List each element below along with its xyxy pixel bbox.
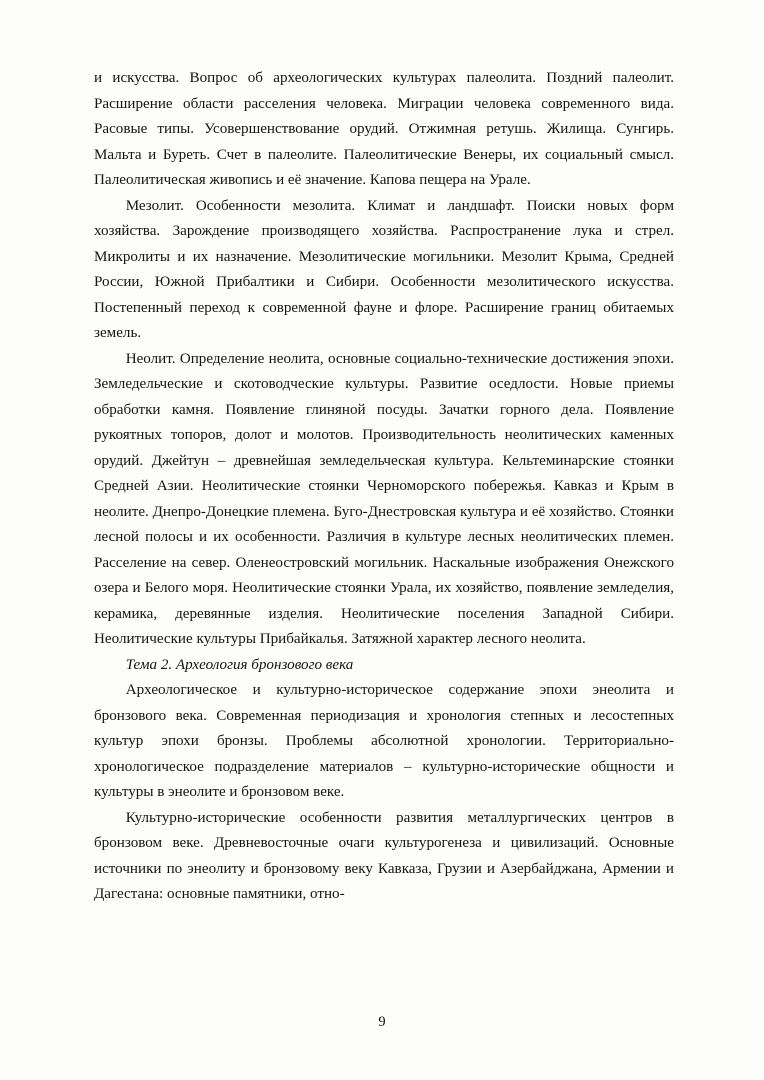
paragraph-continuation: и искусства. Вопрос об археологических культурах палеолита. Поздний палеолит. Расширение области расселения человека. Миграции человека современного вида. Расовые типы. Усовершенствование орудий. Отжимная ретушь. Жилища. Сунгирь. Мальта и Буреть. Счет в палеолите. Палеолитические Венеры, их социальный смысл. Палеолитическая живопись и её значение. Капова пещера на Урале. [94, 70, 674, 188]
paragraph-neolithic: Неолит. Определение неолита, основные социально-технические достижения эпохи. Земледельческие и скотоводческие культуры. Развитие оседлости. Новые приемы обработки камня. Появление глиняной посуды. Зачатки горного дела. Появление рукоятных топоров, долот и молотов. Производительность неолитических каменных орудий. Джейтун – древнейшая земледельческая культура. Кельтеминарские стоянки Средней Азии. Неолитические стоянки Черноморского побережья. Кавказ и Крым в неолите. Днепро-Донецкие племена. Буго-Днестровская культура и её хозяйство. Стоянки лесной полосы и их особенности. Различия в культуре лесных неолитических племен. Расселение на север. Оленеостровский могильник. Наскальные изображения Онежского озера и Белого моря. Неолитические стоянки Урала, их хозяйство, появление земледелия, керамика, деревянные изделия. Неолитические поселения Западной Сибири. Неолитические культуры Прибайкалья. Затяжной характер лесного неолита. [94, 350, 674, 647]
paragraph-mesolithic: Мезолит. Особенности мезолита. Климат и ландшафт. Поиски новых форм хозяйства. Зарождение производящего хозяйства. Распространение лука и стрел. Микролиты и их назначение. Мезолитические могильники. Мезолит Крыма, Средней России, Южной Прибалтики и Сибири. Особенности мезолитического искусства. Постепенный переход к современной фауне и флоре. Расширение границ обитаемых земель. [94, 197, 674, 341]
section-heading-theme-2: Тема 2. Археология бронзового века [125, 656, 354, 673]
paragraph-bronze-age-content: Археологическое и культурно-историческое содержание эпохи энеолита и бронзового века. Современная периодизация и хронология степных и лесостепных культур эпохи бронзы. Проблемы абсолютной хронологии. Территориально-хронологическое подразделение материалов – культурно-исторические общности и культуры в энеолите и бронзовом веке. [94, 682, 674, 800]
page-number: 9 [378, 1014, 386, 1030]
paragraph-metallurgical-centers: Культурно-исторические особенности развития металлургических центров в бронзовом веке. Древневосточные очаги культурогенеза и цивилизаций. Основные источники по энеолиту и бронзовому веку Кавказа, Грузии и Азербайджана, Армении и Дагестана: основные памятники, отно- [94, 809, 674, 902]
page-text-column [94, 66, 674, 908]
